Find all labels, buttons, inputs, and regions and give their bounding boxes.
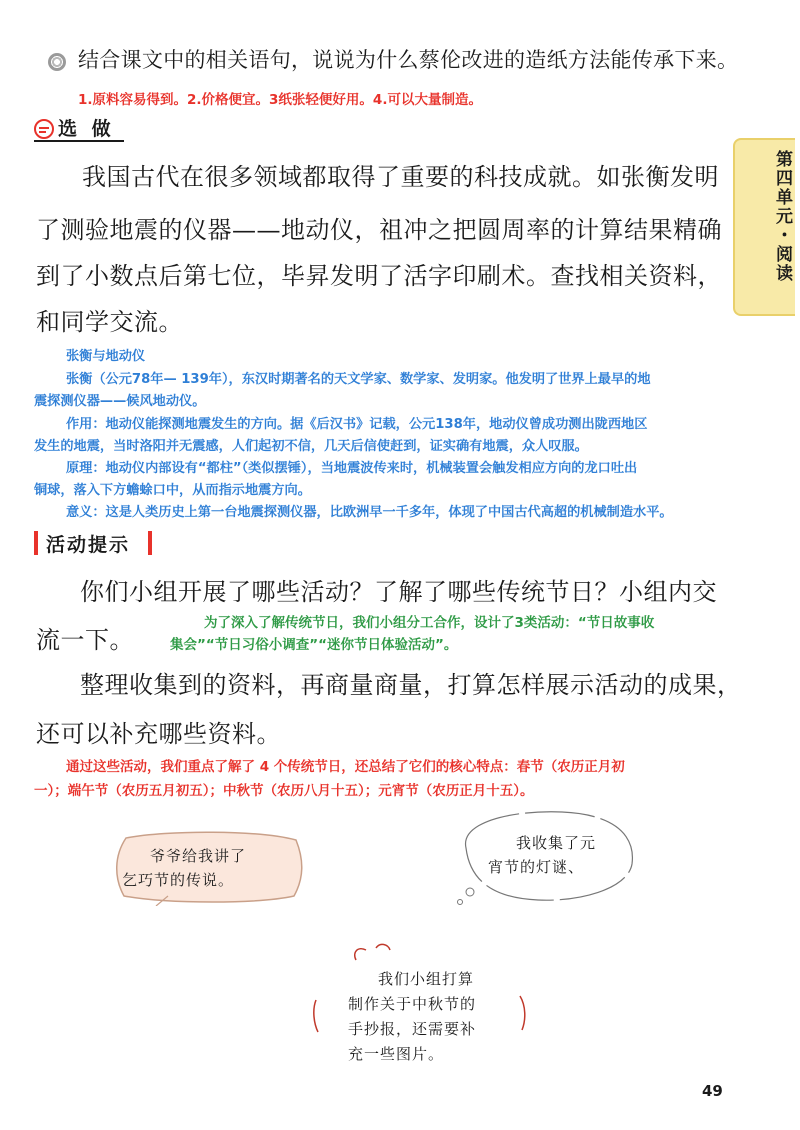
activity-section-heading: 活动提示 xyxy=(46,534,131,556)
question-answer: 1.原料容易得到。2.价格便宜。3纸张轻便好用。4.可以大量制造。 xyxy=(78,92,482,108)
note-line: 震探测仪器——候风地动仪。 xyxy=(34,394,206,409)
bottom-bubble-line-3: 手抄报，还需要补 xyxy=(348,1020,477,1038)
note-title: 张衡与地动仪 xyxy=(66,349,146,364)
optional-section-heading: 选 做 xyxy=(58,118,115,140)
note-line: 意义：这是人类历史上第一台地震探测仪器，比欧洲早一千多年，体现了中国古代高超的机械制造水平。 xyxy=(66,505,673,520)
red-note-line-2: 一）；端午节（农历五月初五）；中秋节（农历八月十五）；元宵节（农历正月十五）。 xyxy=(34,783,534,799)
activity-line-3: 整理收集到的资料，再商量商量，打算怎样展示活动的成果， xyxy=(80,671,742,699)
green-note-line-1: 为了深入了解传统节日，我们小组分工合作，设计了3类活动：“节日故事收 xyxy=(204,615,655,631)
note-line: 原理：地动仪内部设有“都柱”（类似摆锤），当地震波传来时，机械装置会触发相应方向的龙口吐出 xyxy=(66,461,638,476)
page-number: 49 xyxy=(702,1082,723,1100)
body-line-2: 了测验地震的仪器——地动仪，祖冲之把圆周率的计算结果精确 xyxy=(36,216,722,244)
heading-bar-left xyxy=(34,531,38,555)
note-line: 铜球，落入下方蟾蜍口中，从而指示地震方向。 xyxy=(34,483,311,498)
body-line-3: 到了小数点后第七位，毕昇发明了活字印刷术。查找相关资料， xyxy=(36,262,722,290)
note-line: 发生的地震，当时洛阳并无震感，人们起初不信，几天后信使赶到，证实确有地震，众人叹服。 xyxy=(34,439,588,454)
body-line-1: 我国古代在很多领域都取得了重要的科技成就。如张衡发明 xyxy=(82,163,719,191)
heading-bar-right xyxy=(148,531,152,555)
body-line-4: 和同学交流。 xyxy=(36,308,183,336)
left-bubble-line-1: 爷爷给我讲了 xyxy=(150,847,247,865)
note-line: 张衡（公元78年— 139年），东汉时期著名的天文学家、数学家、发明家。他发明了世界上最早的地 xyxy=(66,372,651,387)
note-line: 作用：地动仪能探测地震发生的方向。据《后汉书》记载，公元138年，地动仪曾成功测出陇西地区 xyxy=(66,417,648,432)
right-bubble-line-2: 宵节的灯谜、 xyxy=(488,858,585,876)
unit-side-tab-label: 第四单元・阅读 xyxy=(772,150,792,283)
unit-side-tab xyxy=(733,138,795,316)
left-bubble-line-2: 乞巧节的传说。 xyxy=(122,871,235,889)
right-bubble-line-1: 我收集了元 xyxy=(516,834,597,852)
activity-line-2: 流一下。 xyxy=(36,626,134,654)
heading-underline xyxy=(34,140,124,142)
activity-line-1: 你们小组开展了哪些活动？了解了哪些传统节日？小组内交 xyxy=(80,578,717,606)
question-text: 结合课文中的相关语句，说说为什么蔡伦改进的造纸方法能传承下来。 xyxy=(78,48,739,72)
red-note-line-1: 通过这些活动，我们重点了解了 4 个传统节日，还总结了它们的核心特点：春节（农历正月初 xyxy=(66,759,625,775)
bottom-bubble-line-4: 充一些图片。 xyxy=(348,1045,445,1063)
green-note-line-2: 集会”“节日习俗小调查”“迷你节日体验活动”。 xyxy=(170,637,458,653)
bottom-bubble-line-2: 制作关于中秋节的 xyxy=(348,995,477,1013)
bottom-bubble-line-1: 我们小组打算 xyxy=(378,970,475,988)
pencil-circle-icon xyxy=(34,119,54,139)
activity-line-4: 还可以补充哪些资料。 xyxy=(36,720,281,748)
badge-icon xyxy=(48,53,66,71)
